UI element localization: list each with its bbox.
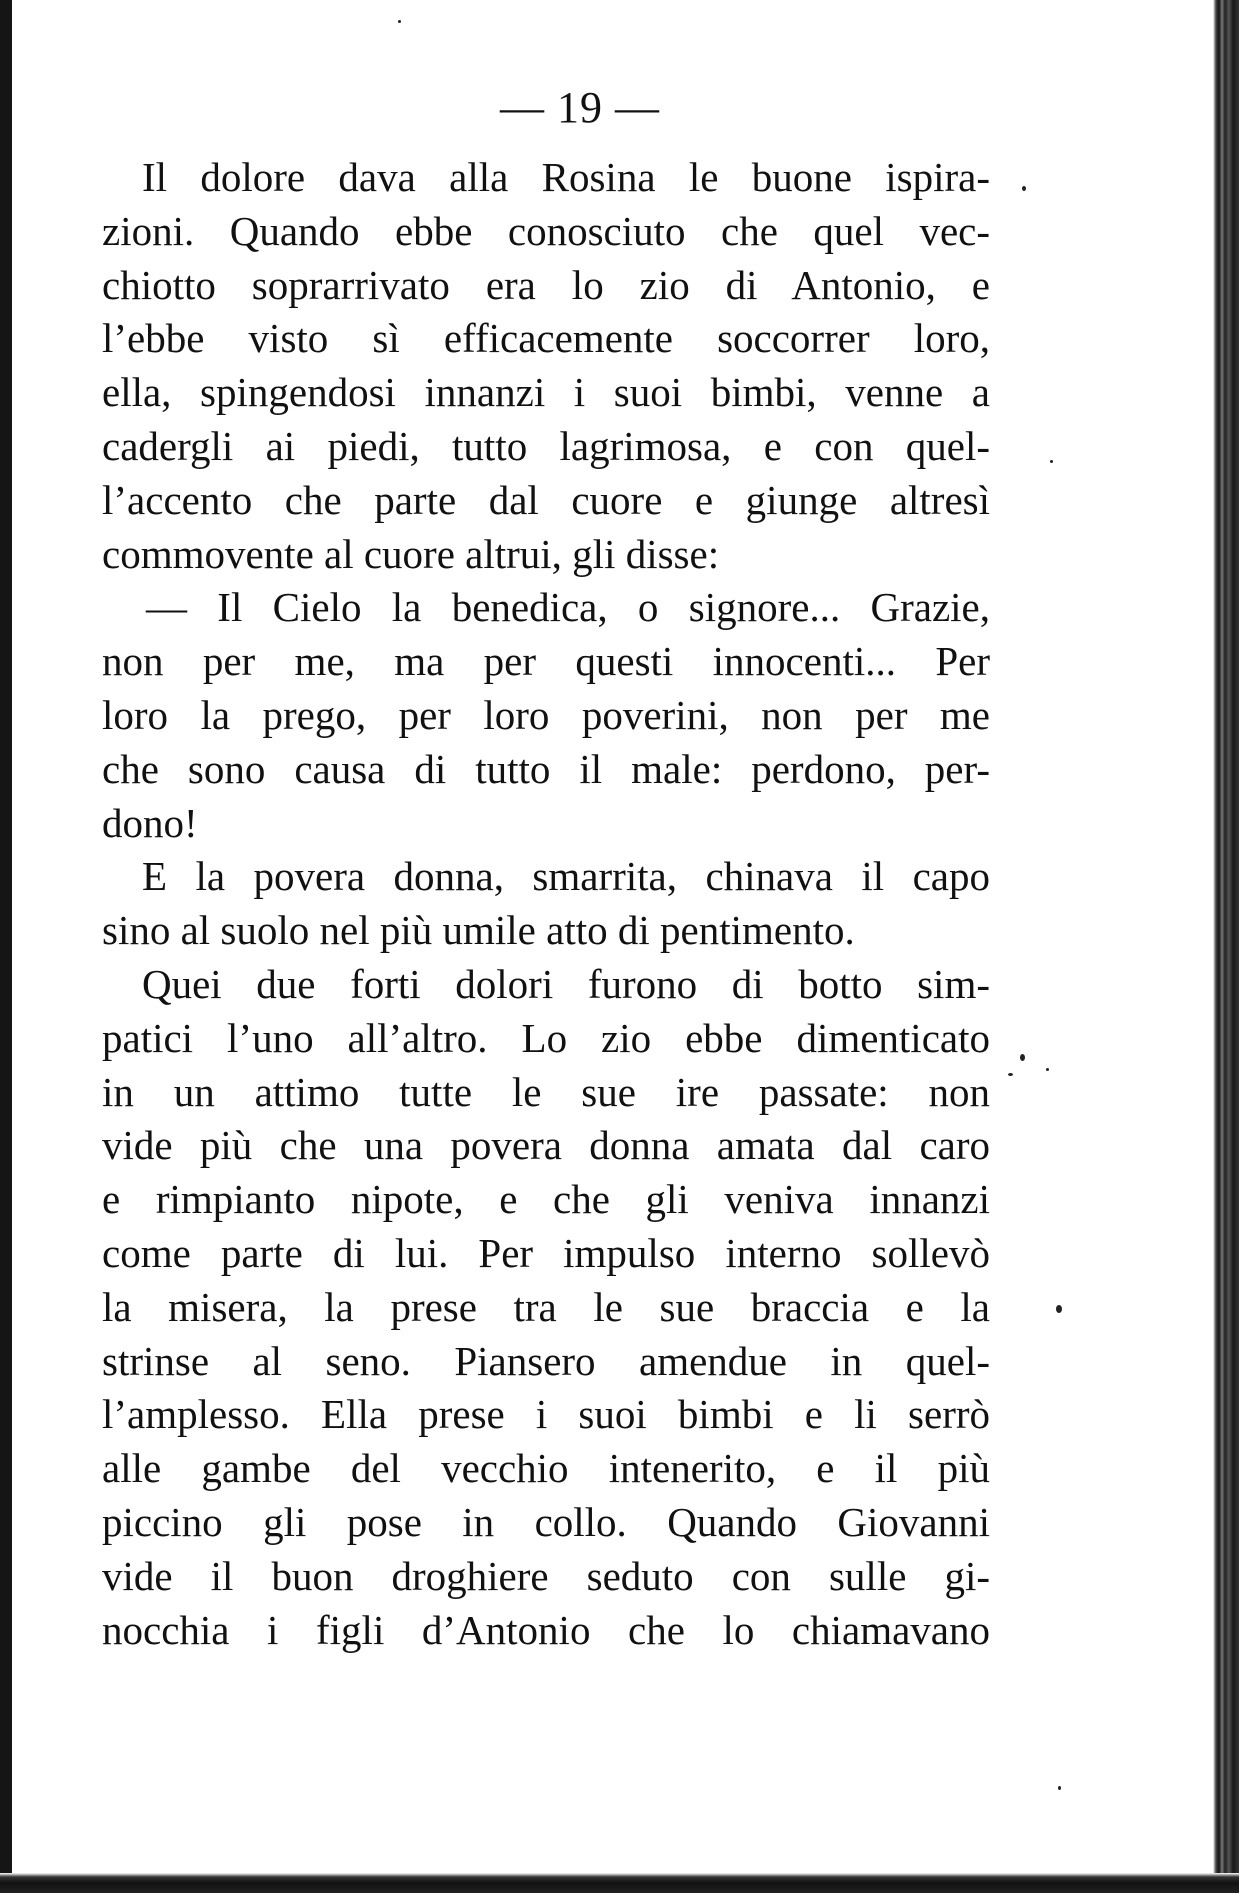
text-line: patici l’uno all’altro. Lo zio ebbe dimenticato [102, 1014, 990, 1061]
scan-speck [1022, 186, 1026, 191]
text-line: l’accento che parte dal cuore e giunge altresì [102, 476, 990, 523]
text-line: strinse al seno. Piansero amendue in quel- [102, 1337, 990, 1384]
text-line: e rimpianto nipote, e che gli veniva innanzi [102, 1176, 990, 1223]
text-line: E la povera donna, smarrita, chinava il capo [142, 853, 990, 900]
text-line: cadergli ai piedi, tutto lagrimosa, e con quel- [102, 422, 990, 469]
page-spine-shadow [0, 0, 12, 1893]
text-line: vide il buon droghiere seduto con sulle gi- [102, 1552, 990, 1599]
text-line: nocchia i figli d’Antonio che lo chiamavano [102, 1606, 990, 1653]
text-line: dono! [102, 799, 198, 846]
text-line: chiotto soprarrivato era lo zio di Antonio, e [102, 261, 990, 308]
text-line: loro la prego, per loro poverini, non per me [102, 691, 990, 738]
text-line: alle gambe del vecchio intenerito, e il più [102, 1445, 990, 1492]
scan-speck [1046, 1068, 1049, 1071]
text-line: non per me, ma per questi innocenti... Per [102, 638, 990, 685]
text-line: Il dolore dava alla Rosina le buone ispira- [142, 154, 990, 200]
text-line: commovente al cuore altrui, gli disse: [102, 530, 720, 577]
body-text [102, 151, 990, 1657]
scan-speck [1056, 1305, 1062, 1313]
page-edge-bottom [0, 1873, 1239, 1893]
scan-speck [1050, 460, 1053, 463]
text-line: — Il Cielo la benedica, o signore... Grazie, [146, 584, 990, 631]
scan-speck [1058, 1786, 1061, 1790]
text-line: vide più che una povera donna amata dal caro [102, 1122, 990, 1169]
text-line: in un attimo tutte le sue ire passate: non [102, 1068, 990, 1115]
scan-speck [1008, 1073, 1013, 1076]
page-number: — 19 — [500, 83, 660, 132]
text-line: ella, spingendosi innanzi i suoi bimbi, venne a [102, 369, 990, 416]
page-edge-right [1213, 0, 1239, 1893]
text-line: sino al suolo nel più umile atto di pentimento. [102, 907, 855, 954]
text-line: zioni. Quando ebbe conosciuto che quel vec- [102, 207, 990, 254]
text-line: la misera, la prese tra le sue braccia e la [102, 1283, 990, 1330]
text-line: che sono causa di tutto il male: perdono, per- [102, 745, 990, 792]
text-line: l’amplesso. Ella prese i suoi bimbi e li serrò [102, 1391, 990, 1438]
text-line: come parte di lui. Per impulso interno sollevò [102, 1229, 990, 1276]
text-line: Quei due forti dolori furono di botto sim- [142, 960, 990, 1007]
scan-speck [1020, 1054, 1025, 1061]
text-line: piccino gli pose in collo. Quando Giovanni [102, 1498, 990, 1545]
text-line: l’ebbe visto sì efficacemente soccorrer loro, [102, 315, 990, 362]
scan-speck [398, 20, 401, 23]
